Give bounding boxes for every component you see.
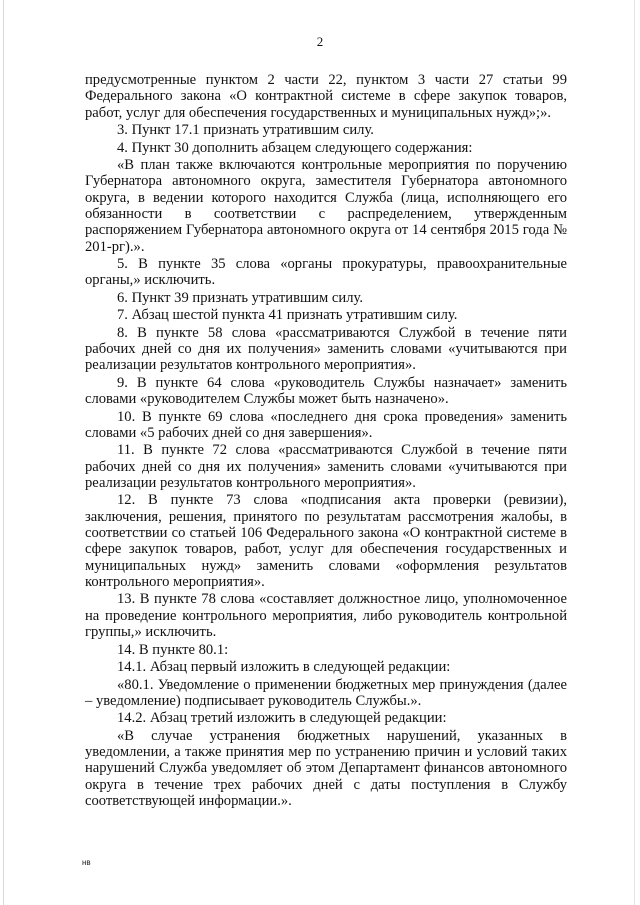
paragraph-item-11: 11. В пункте 72 слова «рассматриваются Службой в течение пяти рабочих дней со дня их получения» заменить словами «учитываются при реализации результатов контрольного мероприятия». <box>85 442 567 491</box>
paragraph-item-9: 9. В пункте 64 слова «руководитель Службы назначает» заменить словами «руководителем Службы может быть назначено». <box>85 374 567 408</box>
paragraph-item-13: 13. В пункте 78 слова «составляет должностное лицо, уполномоченное на проведение контрольного мероприятия, либо руководитель контрольной группы,» исключить. <box>85 591 567 641</box>
paragraph-item-6: 6. Пункт 39 признать утратившим силу. <box>117 289 363 306</box>
paragraph-continuation: предусмотренные пунктом 2 части 22, пунктом 3 части 27 статьи 99 Федерального закона «О контрактной системе в сфере закупок товаров, работ, услуг для обеспечения государственных и муниципальных нужд»;». <box>85 72 567 121</box>
paragraph-quote-plan: «В план также включаются контрольные мероприятия по поручению Губернатора автономного округа, заместителя Губернатора автономного округа, в ведении которого находится Служба (лица, исполняющего его обязанности в соответствии с распределением, утвержденным распоряжением Губернатора автономного округа от 14 сентября 2015 года № 201-рг).». <box>85 157 567 255</box>
paragraph-item-7: 7. Абзац шестой пункта 41 признать утратившим силу. <box>117 307 458 324</box>
paragraph-item-5: 5. В пункте 35 слова «органы прокуратуры, правоохранительные органы,» исключить. <box>85 256 567 289</box>
paragraph-item-14-1: 14.1. Абзац первый изложить в следующей редакции: <box>117 659 451 676</box>
paragraph-item-12: 12. В пункте 73 слова «подписания акта проверки (ревизии), заключения, решения, принятого по результатам рассмотрения жалобы, в соответствии со статьей 106 Федерального закона «О контрактной системе в сфере закупок товаров, работ, услуг для обеспечения государственных и муниципальных нужд» заменить словами «оформления результатов контрольного мероприятия». <box>85 492 567 590</box>
paragraph-item-10: 10. В пункте 69 слова «последнего дня срока проведения» заменить словами «5 рабочих дней со дня завершения». <box>85 408 567 441</box>
paragraph-item-14-2: 14.2. Абзац третий изложить в следующей редакции: <box>117 710 447 727</box>
document-body <box>85 72 567 810</box>
paragraph-item-8: 8. В пункте 58 слова «рассматриваются Службой в течение пяти рабочих дней со дня их получения» заменить словами «учитываются при реализации результатов контрольного мероприятия». <box>85 324 567 374</box>
paragraph-item-3: 3. Пункт 17.1 признать утратившим силу. <box>117 122 374 139</box>
page-number: 2 <box>316 34 324 49</box>
footer-mark: нв <box>82 858 91 867</box>
paragraph-quote-violations: «В случае устранения бюджетных нарушений, указанных в уведомлении, а также принятия мер по устранению причин и условий таких нарушений Служба уведомляет об этом Департамент финансов автономного округа в течение трех рабочих дней с даты поступления в Службу соответствующей информации.». <box>85 727 567 809</box>
scan-edge-right <box>634 0 635 905</box>
scan-edge-left <box>3 0 4 905</box>
paragraph-item-4: 4. Пункт 30 дополнить абзацем следующего содержания: <box>117 139 473 156</box>
paragraph-quote-80-1: «80.1. Уведомление о применении бюджетных мер принуждения (далее – уведомление) подписывает руководитель Службы.». <box>85 676 567 709</box>
paragraph-item-14: 14. В пункте 80.1: <box>117 641 229 658</box>
